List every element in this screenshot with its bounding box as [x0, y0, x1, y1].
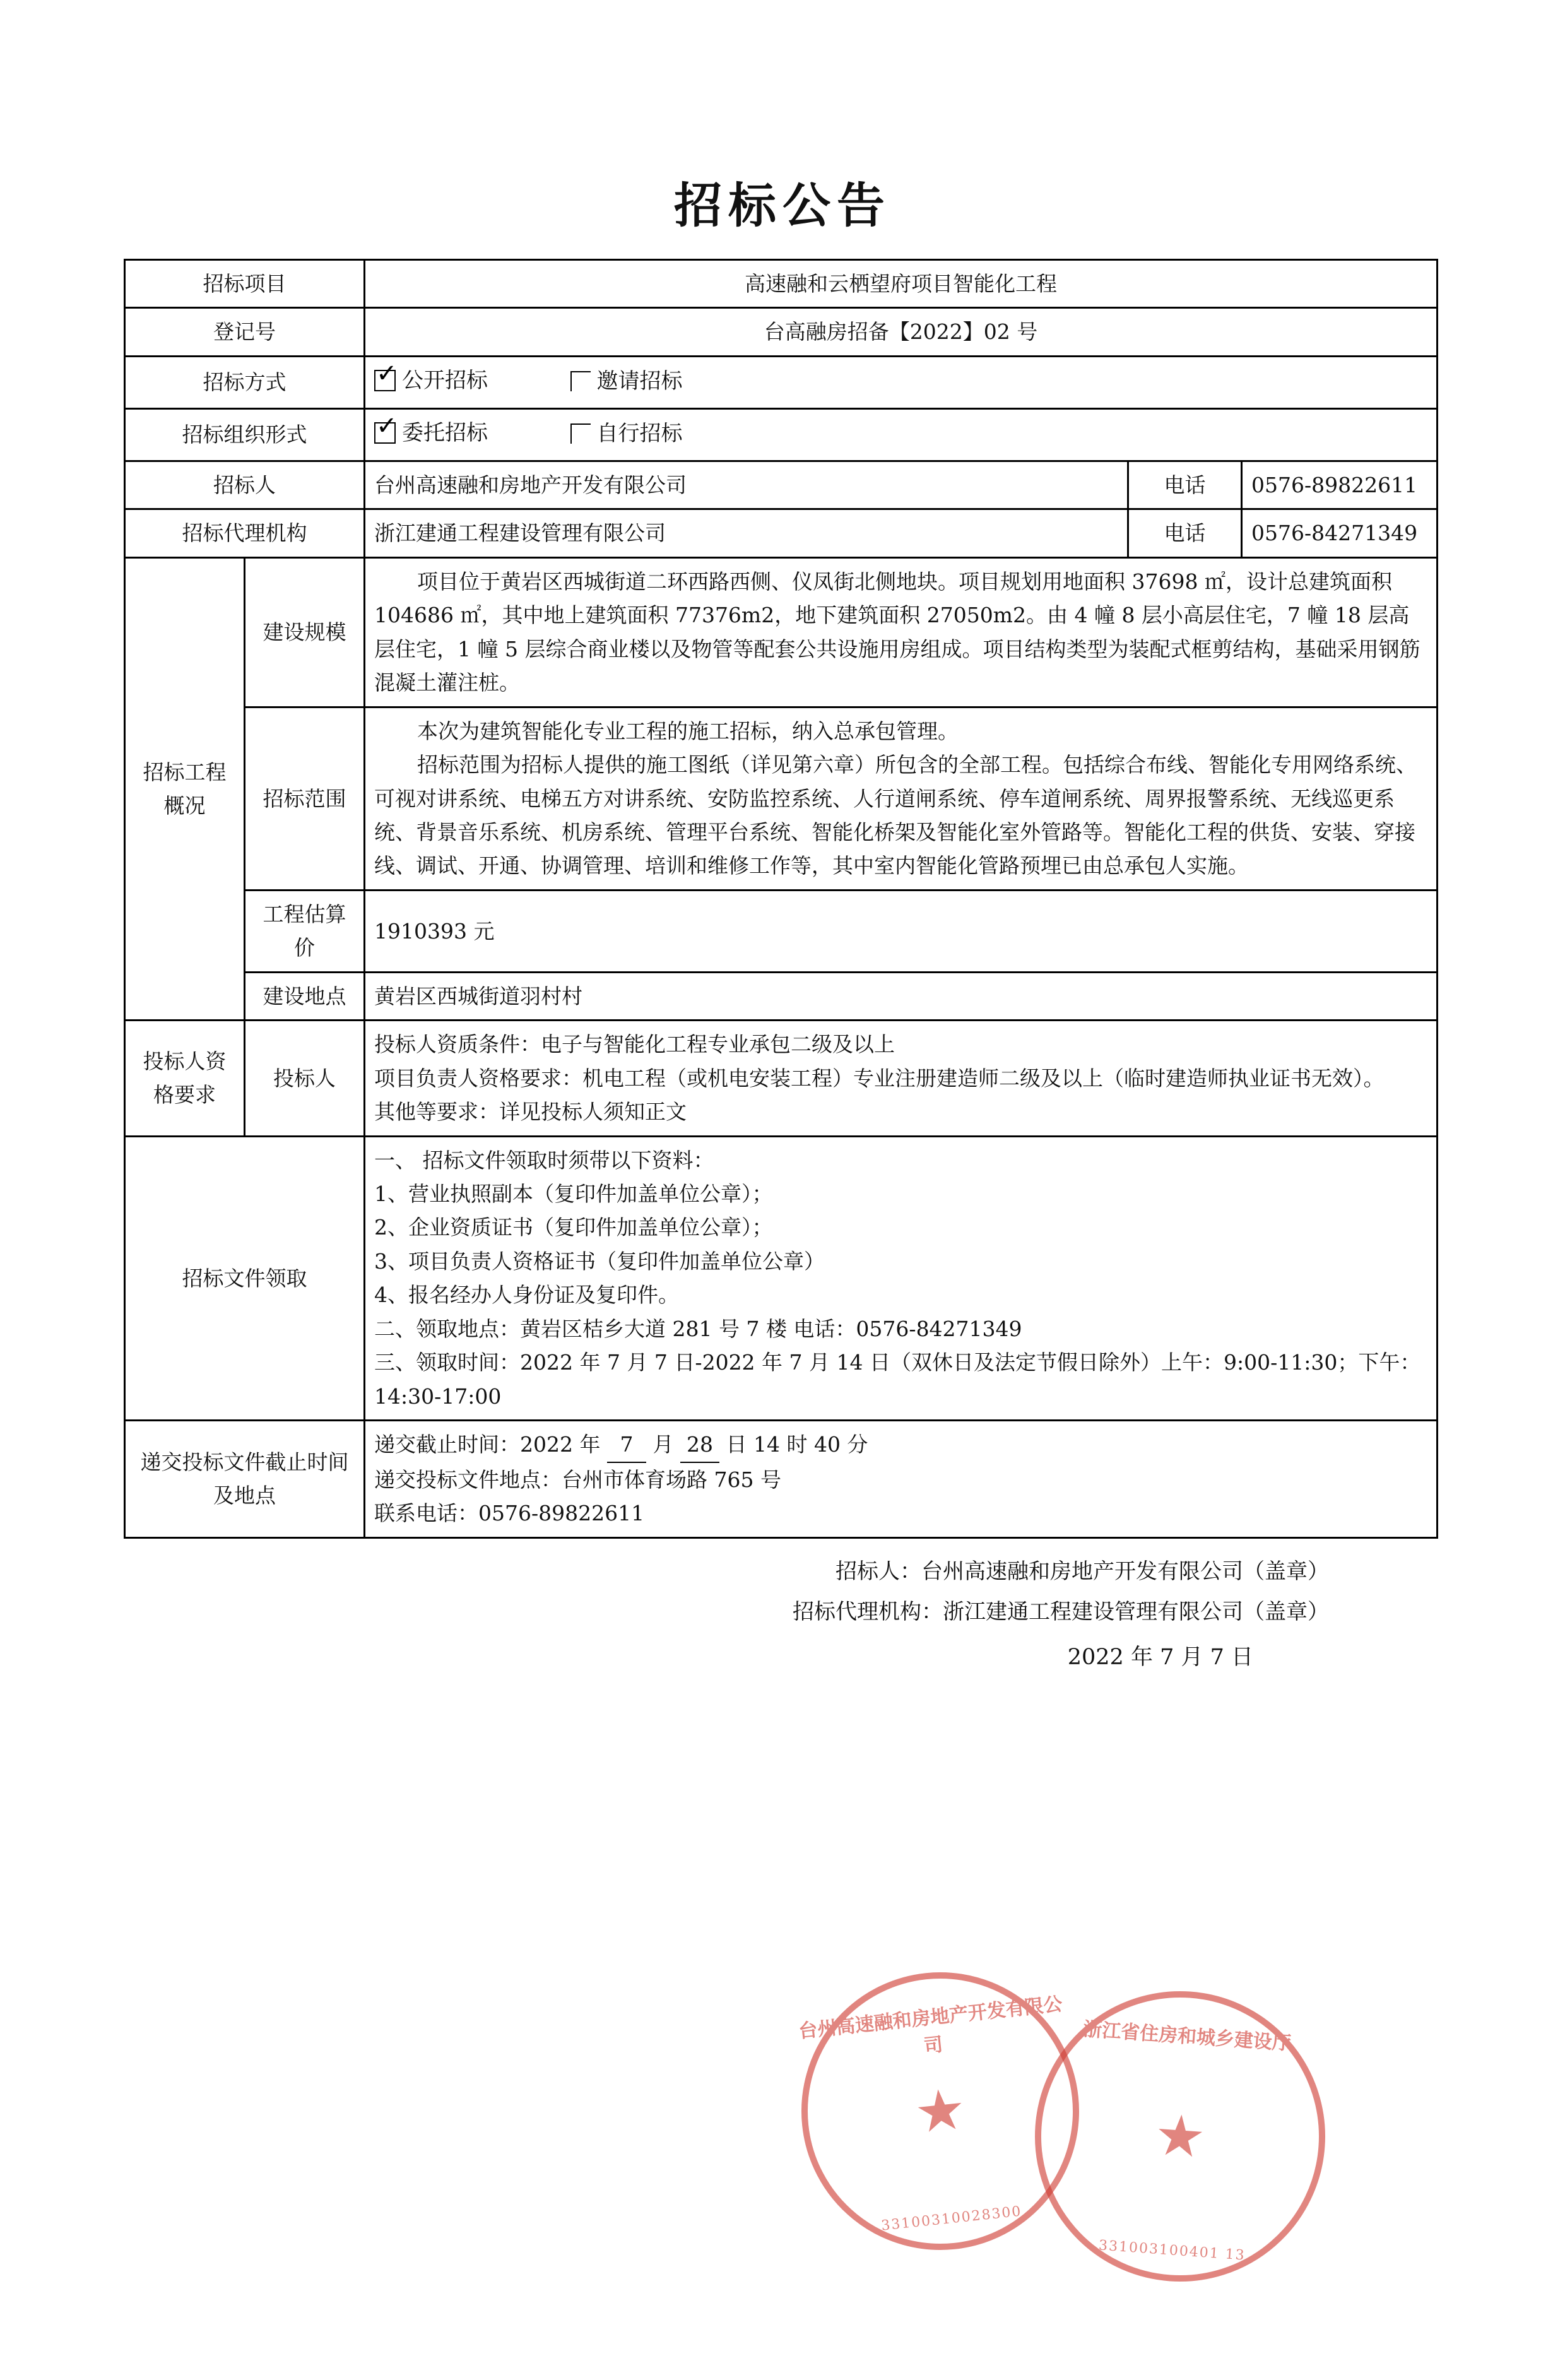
option-entrusted-bidding[interactable] [374, 416, 488, 451]
footer-tenderer-value: 台州高速融和房地产开发有限公司（盖章） [921, 1558, 1329, 1584]
option-self-bidding[interactable] [570, 417, 683, 451]
option-invited-bidding[interactable] [570, 364, 683, 399]
bidder-requirement-value [365, 1021, 1438, 1136]
footer-tenderer-label: 招标人： [836, 1558, 921, 1584]
footer-agent-value: 浙江建通工程建设管理有限公司（盖章） [943, 1599, 1329, 1625]
page-title: 招标公告 [674, 177, 891, 234]
bid-announcement-table [124, 259, 1438, 1539]
submission-time-suffix: 日 14 时 40 分 [726, 1432, 868, 1457]
registration-label: 登记号 [125, 308, 365, 356]
docs-line-2: 1、营业执照副本（复印件加盖单位公章）； [374, 1181, 773, 1207]
option-self-bidding-label: 自行招标 [596, 420, 683, 446]
org-form-options [365, 408, 1438, 461]
agency-seal-stamp [1025, 1982, 1335, 2292]
registration-value: 台高融房招备【2022】02 号 [365, 308, 1438, 356]
option-public-bidding-label: 公开招标 [402, 367, 488, 393]
bidder-label: 投标人 [245, 1021, 365, 1136]
stamp-top-text: 台州高速融和房地产开发有限公司 [797, 1992, 1064, 2058]
stamp-bottom-text: 331003100401 13 [1098, 2237, 1246, 2264]
scope-value [365, 707, 1438, 890]
project-value: 高速融和云栖望府项目智能化工程 [365, 260, 1438, 308]
bid-method-options [365, 356, 1438, 408]
table-row [125, 1136, 1438, 1421]
option-invited-bidding-label: 邀请招标 [596, 368, 683, 394]
docs-line-5: 4、报名经办人身份证及复印件。 [374, 1282, 679, 1308]
footer-tenderer-row [124, 1551, 1436, 1592]
option-public-bidding[interactable] [374, 364, 488, 398]
document-page [0, 167, 1565, 2380]
submission-address: 递交投标文件地点：台州市体育场路 765 号 [374, 1467, 781, 1492]
agent-phone-label: 电话 [1128, 509, 1242, 557]
star-icon: ★ [911, 2075, 969, 2147]
table-row [125, 461, 1438, 509]
agent-label: 招标代理机构 [125, 509, 365, 557]
docs-line-7: 三、领取时间：2022 年 7 月 7 日-2022 年 7 月 14 日（双休日及法定节假日除外）上午：9:00-11:30；下午：14:30-17:00 [374, 1350, 1421, 1409]
submission-day-field[interactable]: 28 [680, 1428, 719, 1462]
table-row [125, 890, 1438, 972]
estimate-label: 工程估算价 [245, 890, 365, 972]
agent-value: 浙江建通工程建设管理有限公司 [365, 509, 1128, 557]
table-row [125, 509, 1438, 557]
footer-agent-label: 招标代理机构： [793, 1599, 943, 1625]
submission-phone: 联系电话：0576-89822611 [374, 1501, 645, 1526]
project-label: 招标项目 [125, 260, 365, 308]
table-row [125, 1021, 1438, 1136]
overview-label: 招标工程概况 [125, 557, 245, 1020]
submission-deadline-line [374, 1428, 1427, 1462]
docs-line-1: 一、 招标文件领取时须带以下资料： [374, 1147, 714, 1173]
submission-month-field[interactable]: 7 [607, 1428, 646, 1462]
scope-paragraph-2: 招标范围为招标人提供的施工图纸（详见第六章）所包含的全部工程。包括综合布线、智能化专用网络系统、可视对讲系统、电梯五方对讲系统、安防监控系统、人行道闸系统、停车道闸系统、周界报警系统、无线巡更系统、背景音乐系统、机房系统、管理平台系统、智能化桥架及智能化室外管路等。智能化工程的供货、安装、穿接线、调试、开通、协调管理、培训和维修工作等，其中室内智能化管路预埋已由总承包人实施。 [374, 752, 1417, 879]
tenderer-value: 台州高速融和房地产开发有限公司 [365, 461, 1128, 509]
tenderer-phone-value: 0576-89822611 [1242, 461, 1438, 509]
table-row [125, 308, 1438, 356]
submission-value [365, 1421, 1438, 1537]
bidder-line-3: 其他等要求：详见投标人须知正文 [374, 1099, 687, 1125]
star-icon: ★ [1152, 2101, 1208, 2172]
option-entrusted-bidding-label: 委托招标 [402, 420, 488, 446]
scale-text: 项目位于黄岩区西城街道二环西路西侧、仪凤街北侧地块。项目规划用地面积 37698 ㎡，设计总建筑面积 104686 ㎡，其中地上建筑面积 77376m2，地下建筑面积 27050m2。由 4 幢 8 层小高层住宅，7 幢 18 层高层住宅，1 幢 5 层综合商业楼以及物管等配套公共设施用房组成。项目结构类型为装配式框剪结构，基础采用钢筋混凝土灌注桩。 [374, 569, 1420, 696]
scope-label: 招标范围 [245, 707, 365, 890]
table-row [125, 260, 1438, 308]
bid-method-label: 招标方式 [125, 356, 365, 408]
scope-paragraph-1: 本次为建筑智能化专业工程的施工招标，纳入总承包管理。 [417, 718, 959, 743]
table-row [125, 557, 1438, 707]
submission-label: 递交投标文件截止时间及地点 [125, 1421, 365, 1537]
docs-line-6: 二、领取地点：黄岩区桔乡大道 281 号 7 楼 电话：0576-84271349 [374, 1316, 1022, 1341]
table-row [125, 707, 1438, 890]
signature-block [124, 1551, 1436, 1679]
bidder-line-1: 投标人资质条件：电子与智能化工程专业承包二级及以上 [374, 1032, 895, 1057]
docs-line-3: 2、企业资质证书（复印件加盖单位公章）； [374, 1215, 773, 1240]
tenderer-label: 招标人 [125, 461, 365, 509]
bidder-requirement-label: 投标人资格要求 [125, 1021, 245, 1136]
org-form-label: 招标组织形式 [125, 408, 365, 461]
location-label: 建设地点 [245, 972, 365, 1020]
scale-value [365, 557, 1438, 707]
tenderer-phone-label: 电话 [1128, 461, 1242, 509]
table-row [125, 972, 1438, 1020]
location-value: 黄岩区西城街道羽村村 [365, 972, 1438, 1020]
stamp-top-text: 浙江省住房和城乡建设厅 [1082, 2018, 1292, 2055]
submission-deadline-prefix: 递交截止时间：2022 年 [374, 1432, 601, 1457]
table-row [125, 1421, 1438, 1537]
docs-pickup-value [365, 1136, 1438, 1421]
checkbox-checked-icon[interactable] [374, 370, 396, 391]
company-seal-stamp [788, 1958, 1093, 2264]
checkbox-checked-icon[interactable] [374, 422, 396, 444]
footer-date: 2022 年 7 月 7 日 [1067, 1644, 1253, 1670]
bidder-line-2: 项目负责人资格要求：机电工程（或机电安装工程）专业注册建造师二级及以上（临时建造师执业证书无效）。 [374, 1065, 1385, 1091]
checkbox-empty-icon[interactable] [570, 371, 591, 391]
stamp-bottom-text: 33100310028300 [880, 2203, 1023, 2234]
table-row [125, 408, 1438, 461]
docs-pickup-label: 招标文件领取 [125, 1136, 365, 1421]
checkbox-empty-icon[interactable] [570, 423, 591, 444]
agent-phone-value: 0576-84271349 [1242, 509, 1438, 557]
submission-month-unit: 月 [653, 1432, 674, 1457]
scale-label: 建设规模 [245, 557, 365, 707]
docs-line-4: 3、项目负责人资格证书（复印件加盖单位公章） [374, 1248, 825, 1274]
table-row [125, 356, 1438, 408]
footer-agent-row [124, 1592, 1436, 1633]
estimate-value: 1910393 元 [365, 890, 1438, 972]
